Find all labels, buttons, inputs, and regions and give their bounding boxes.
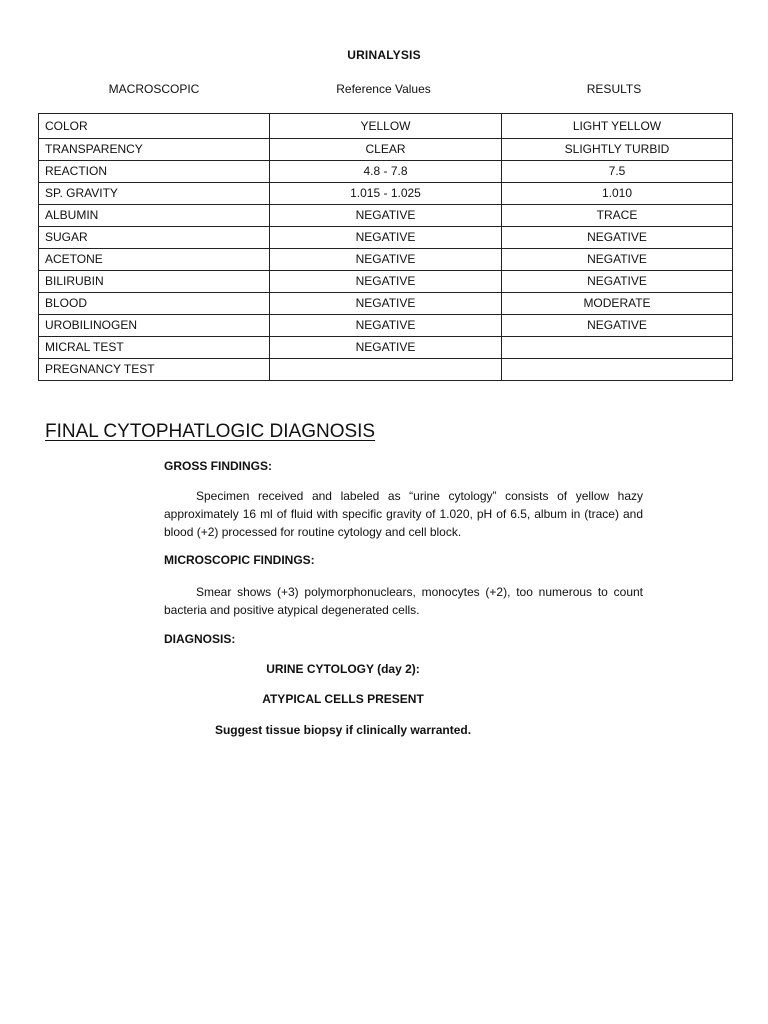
test-name: MICRAL TEST [39, 337, 270, 359]
result-value: LIGHT YELLOW [502, 114, 733, 139]
result-value: 7.5 [502, 161, 733, 183]
microscopic-findings-text: Smear shows (+3) polymorphonuclears, monocytes (+2), too numerous to count bacteria and positive atypical degenerated cells. [164, 585, 643, 617]
result-value: NEGATIVE [502, 249, 733, 271]
urinalysis-table [38, 113, 733, 381]
test-name: BLOOD [39, 293, 270, 315]
document-title: URINALYSIS [347, 48, 421, 62]
reference-value: NEGATIVE [270, 337, 502, 359]
table-row [39, 205, 733, 227]
result-value: MODERATE [502, 293, 733, 315]
reference-value: NEGATIVE [270, 293, 502, 315]
reference-value: CLEAR [270, 139, 502, 161]
header-reference-values: Reference Values [336, 82, 431, 96]
reference-value: 1.015 - 1.025 [270, 183, 502, 205]
test-name: COLOR [39, 114, 270, 139]
reference-value: YELLOW [270, 114, 502, 139]
table-row [39, 293, 733, 315]
diagnosis-label: DIAGNOSIS: [164, 632, 236, 646]
test-name: SP. GRAVITY [39, 183, 270, 205]
reference-value: 4.8 - 7.8 [270, 161, 502, 183]
result-value [502, 359, 733, 381]
biopsy-suggestion: Suggest tissue biopsy if clinically warranted. [214, 723, 472, 737]
header-macroscopic: MACROSCOPIC [108, 82, 200, 96]
table-row [39, 227, 733, 249]
table-row [39, 161, 733, 183]
test-name: SUGAR [39, 227, 270, 249]
test-name: ACETONE [39, 249, 270, 271]
table-row [39, 271, 733, 293]
table-row [39, 183, 733, 205]
result-value: SLIGHTLY TURBID [502, 139, 733, 161]
reference-value: NEGATIVE [270, 227, 502, 249]
result-value: TRACE [502, 205, 733, 227]
result-value: NEGATIVE [502, 227, 733, 249]
result-value: NEGATIVE [502, 271, 733, 293]
table-row [39, 337, 733, 359]
table-row [39, 315, 733, 337]
result-value: 1.010 [502, 183, 733, 205]
test-name: REACTION [39, 161, 270, 183]
test-name: TRANSPARENCY [39, 139, 270, 161]
test-name: PREGNANCY TEST [39, 359, 270, 381]
gross-findings-label: GROSS FINDINGS: [164, 459, 273, 473]
microscopic-findings-label: MICROSCOPIC FINDINGS: [164, 553, 315, 567]
table-row [39, 359, 733, 381]
reference-value: NEGATIVE [270, 271, 502, 293]
table-row [39, 139, 733, 161]
gross-findings-text: Specimen received and labeled as “urine cytology” consists of yellow hazy approximately 16 ml of fluid with specific gravity of 1.020, pH of 6.5, album in (trace) and blood (+2) processed for routine cytology and cell block. [164, 489, 643, 539]
table-row [39, 114, 733, 139]
reference-value: NEGATIVE [270, 315, 502, 337]
result-value: NEGATIVE [502, 315, 733, 337]
diagnosis-line-atypical-cells: ATYPICAL CELLS PRESENT [262, 692, 424, 706]
result-value [502, 337, 733, 359]
reference-value: NEGATIVE [270, 249, 502, 271]
diagnosis-line-urine-cytology: URINE CYTOLOGY (day 2): [266, 662, 420, 676]
header-results: RESULTS [586, 82, 642, 96]
test-name: UROBILINOGEN [39, 315, 270, 337]
section-title-final-diagnosis: FINAL CYTOPHATLOGIC DIAGNOSIS [45, 421, 376, 442]
table-row [39, 249, 733, 271]
test-name: BILIRUBIN [39, 271, 270, 293]
reference-value [270, 359, 502, 381]
test-name: ALBUMIN [39, 205, 270, 227]
reference-value: NEGATIVE [270, 205, 502, 227]
